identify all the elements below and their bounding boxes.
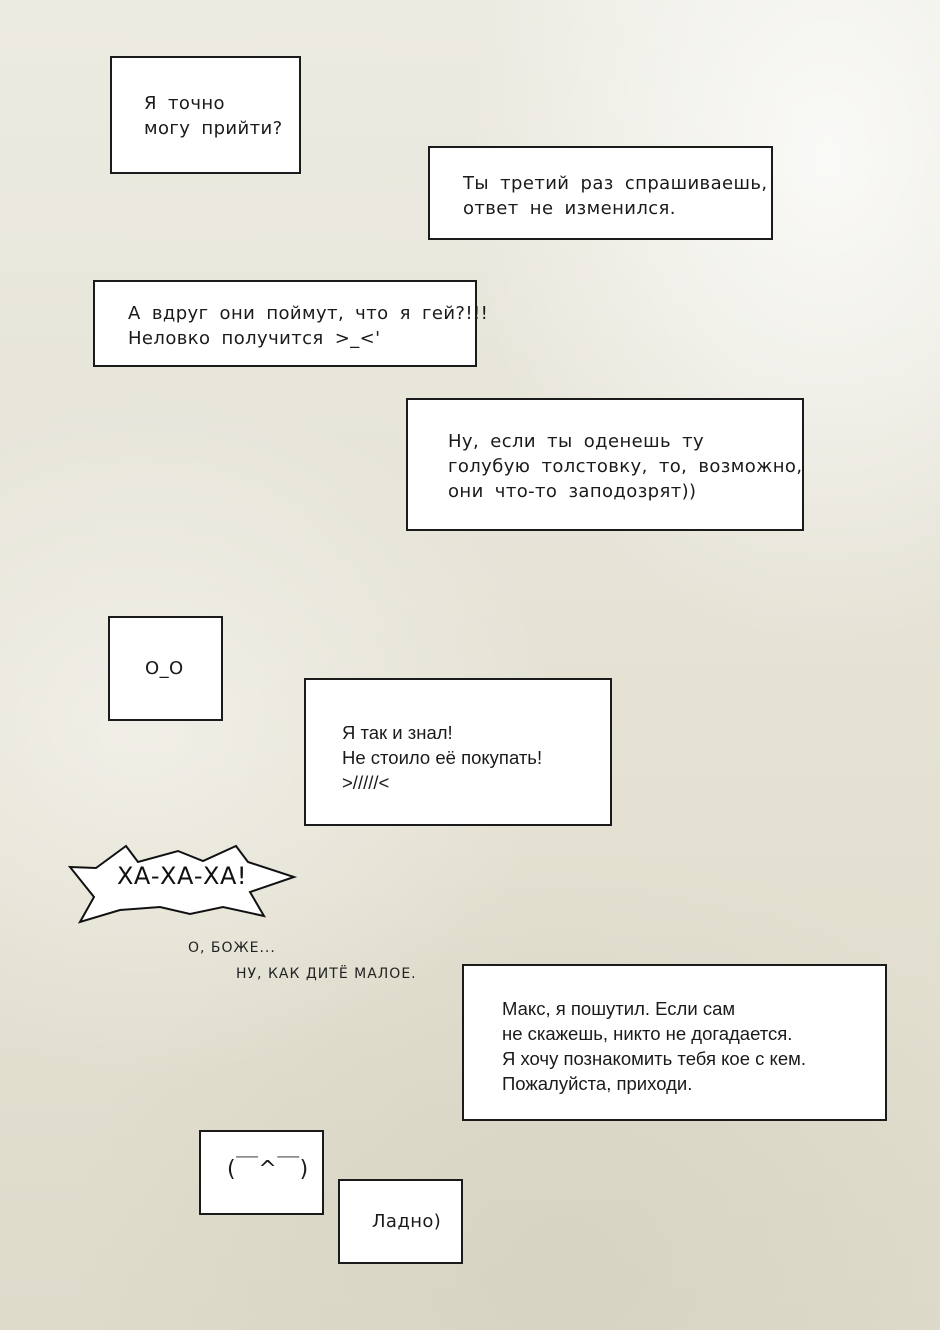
chat-message-9 bbox=[338, 1179, 463, 1264]
message-line: Пожалуйста, приходи. bbox=[502, 1073, 693, 1094]
message-line: Я точно bbox=[144, 93, 225, 114]
message-line: А вдруг они поймут, что я гей?!!! bbox=[128, 303, 489, 324]
message-line: Макс, я пошутил. Если сам bbox=[502, 998, 736, 1019]
message-line: Ладно) bbox=[372, 1211, 442, 1232]
message-line: Я так и знал! bbox=[342, 722, 453, 743]
message-line: O_O bbox=[145, 658, 184, 679]
message-line: голубую толстовку, то, возможно, bbox=[448, 456, 803, 477]
message-line: не скажешь, никто не догадается. bbox=[502, 1023, 793, 1044]
chat-message-3 bbox=[93, 280, 489, 367]
chat-message-7 bbox=[462, 964, 887, 1121]
message-line: Я хочу познакомить тебя кое с кем. bbox=[502, 1048, 806, 1069]
message-line: могу прийти? bbox=[144, 118, 283, 139]
message-line: >/////< bbox=[342, 772, 390, 793]
chat-message-6 bbox=[304, 678, 612, 826]
message-line: Ну, если ты оденешь ту bbox=[448, 431, 705, 452]
chat-message-2 bbox=[428, 146, 773, 240]
message-line: они что-то заподозрят)) bbox=[448, 481, 697, 502]
aside-thought-line-1: О, БОЖЕ... bbox=[188, 940, 276, 956]
emoticon: (￣^￣) bbox=[227, 1157, 309, 1182]
chat-message-1 bbox=[110, 56, 301, 174]
message-line: Не стоило её покупать! bbox=[342, 747, 543, 768]
chat-message-5 bbox=[108, 616, 223, 721]
chat-message-8 bbox=[199, 1130, 324, 1215]
message-line: ответ не изменился. bbox=[463, 198, 676, 219]
shout-text: ХА-ХА-ХА! bbox=[116, 862, 248, 890]
aside-thought-line-2: НУ, КАК ДИТЁ МАЛОЕ. bbox=[236, 966, 417, 982]
message-line: Неловко получится >_<' bbox=[128, 328, 381, 349]
message-line: Ты третий раз спрашиваешь, bbox=[463, 173, 768, 194]
chat-message-4 bbox=[406, 398, 804, 531]
